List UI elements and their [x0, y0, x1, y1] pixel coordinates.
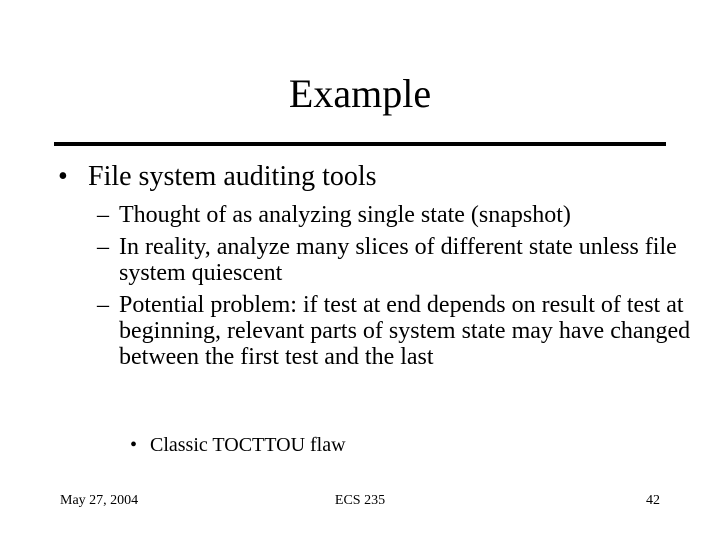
- sub-bullet-list: [97, 202, 697, 376]
- dash-mark: –: [97, 234, 109, 260]
- bullet-mark: •: [130, 434, 138, 456]
- bullet-text: File system auditing tools: [88, 161, 377, 192]
- footer-date: May 27, 2004: [60, 493, 139, 508]
- bullet-mark: •: [58, 161, 68, 192]
- sub-bullet-text: Thought of as analyzing single state (snapshot): [119, 202, 571, 228]
- sub-sub-bullet-item: [130, 432, 690, 458]
- sub-bullet-item: [97, 202, 697, 228]
- sub-bullet-item: [97, 234, 697, 286]
- slide-title: Example: [288, 71, 432, 116]
- sub-bullet-item: [97, 292, 697, 370]
- sub-bullet-text: In reality, analyze many slices of different state unless file system quiescent: [119, 234, 677, 286]
- dash-mark: –: [97, 202, 109, 228]
- dash-mark: –: [97, 292, 109, 318]
- sub-sub-bullet-text: Classic TOCTTOU flaw: [150, 434, 346, 456]
- sub-bullet-text: Potential problem: if test at end depends on result of test at beginning, relevant parts of system state may have changed between the first test and the last: [119, 292, 691, 370]
- bullet-item: [58, 160, 698, 194]
- title-divider: [54, 142, 666, 146]
- footer-page-number: 42: [646, 493, 660, 508]
- footer-course: ECS 235: [334, 493, 386, 508]
